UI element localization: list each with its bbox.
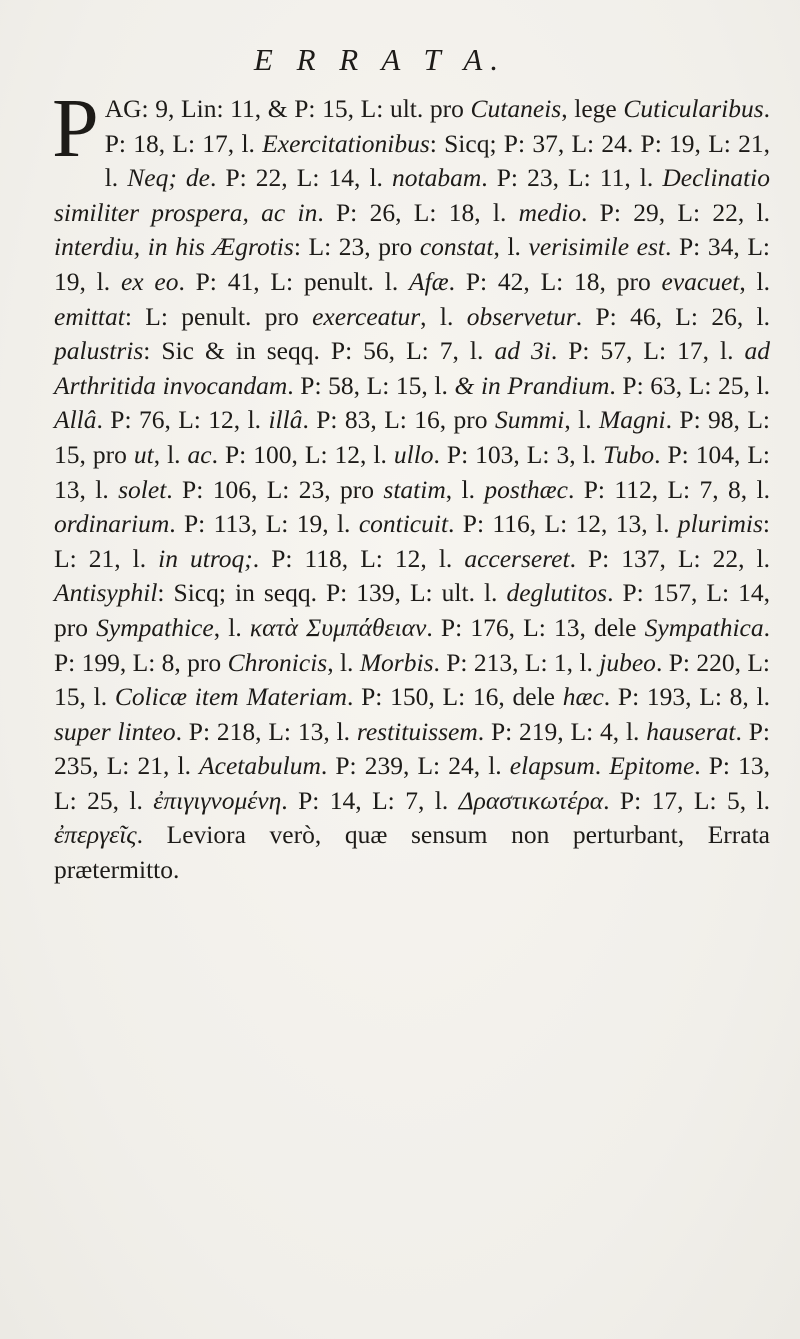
text-segment: , l. — [327, 647, 360, 677]
text-segment: . P: 106, L: 23, pro — [166, 474, 384, 504]
text-segment: . P: 22, L: 14, l. — [210, 163, 393, 193]
italic-text-segment: Colicæ item Materiam — [114, 682, 348, 712]
italic-text-segment: constat — [419, 232, 494, 262]
italic-text-segment: jubeo — [599, 647, 656, 677]
italic-text-segment: verisimile est — [528, 232, 666, 262]
text-segment: . P: 193, L: 8, l. — [603, 682, 770, 712]
italic-text-segment: Chronicis — [227, 647, 328, 677]
text-segment: . P: 29, L: 22, l. — [580, 197, 770, 227]
text-segment: . Leviora verò, quæ sensum non perturbant, Errata prætermitto. — [54, 820, 770, 885]
italic-text-segment: statim — [383, 474, 446, 504]
text-segment: , l. — [445, 474, 485, 504]
italic-text-segment: ordinarium — [54, 509, 170, 539]
text-segment: : L: penult. pro — [124, 301, 313, 331]
text-segment: . P: 220, L: 15, l. — [54, 647, 770, 712]
text-segment: . P: 213, L: 1, l. — [433, 647, 600, 677]
text-segment: : Sic & in seqq. P: 56, L: 7, l. — [143, 336, 495, 366]
italic-text-segment: medio — [518, 197, 581, 227]
text-segment: : L: 21, l. — [54, 509, 770, 573]
italic-text-segment: & in Prandium — [454, 370, 610, 400]
text-segment: . P: 26, L: 18, l. — [317, 197, 519, 227]
text-segment: . P: 176, L: 13, dele — [426, 612, 645, 642]
italic-text-segment: ad 3i — [494, 336, 551, 366]
text-segment: . P: 118, L: 12, l. — [252, 543, 465, 573]
italic-text-segment: Cuticularibus — [623, 94, 764, 123]
text-segment: . P: 98, L: 15, pro — [54, 405, 771, 469]
italic-text-segment: emittat — [54, 301, 125, 331]
text-segment: , lege — [561, 94, 624, 123]
text-segment: . P: 218, L: 13, l. — [175, 716, 357, 746]
italic-text-segment: ἐπεργεῖς — [54, 820, 137, 850]
italic-text-segment: interdiu, in his Ægrotis — [54, 232, 294, 262]
text-segment: . P: 112, L: 7, 8, l. — [567, 474, 771, 504]
text-segment: . P: 239, L: 24, l. — [320, 751, 510, 781]
italic-text-segment: ullo — [393, 439, 434, 469]
italic-text-segment: Afæ — [409, 266, 449, 296]
italic-text-segment: evacuet — [661, 266, 740, 296]
italic-text-segment: deglutitos — [506, 578, 608, 608]
text-segment: . P: 57, L: 17, l. — [550, 336, 745, 366]
italic-text-segment: accerseret — [464, 543, 570, 573]
text-segment: , l. — [420, 301, 467, 331]
text-segment: . P: 150, L: 16, dele — [347, 682, 563, 712]
italic-text-segment: Acetabulum — [199, 751, 321, 781]
italic-text-segment: κατὰ Συμπάθειαν — [249, 612, 427, 642]
italic-text-segment: ac — [187, 439, 212, 469]
italic-text-segment: in utroq; — [158, 543, 253, 573]
italic-text-segment: ἐπιγιγνομένη — [153, 785, 282, 815]
text-segment: . P: 34, L: 19, l. — [54, 232, 770, 296]
italic-text-segment: plurimis — [677, 509, 763, 539]
italic-text-segment: palustris — [54, 336, 144, 366]
text-segment: . P: 63, L: 25, l. — [609, 370, 771, 400]
drop-cap: P — [52, 82, 99, 175]
italic-text-segment: ad Arthritida invocandam — [54, 336, 771, 400]
italic-text-segment: Epitome — [609, 751, 695, 781]
page-title: E R R A T A. — [253, 42, 507, 77]
text-segment: . P: 14, L: 7, l. — [281, 785, 459, 815]
errata-text — [52, 82, 771, 888]
italic-text-segment: restituissem — [356, 716, 478, 746]
italic-text-segment: Tubo — [603, 439, 655, 469]
text-segment: . P: 46, L: 26, l. — [575, 301, 770, 331]
italic-text-segment: solet — [118, 474, 167, 504]
text-segment: . P: 42, L: 18, pro — [448, 266, 662, 296]
text-segment: AG: 9, Lin: 11, & P: 15, L: ult. pro — [104, 94, 471, 123]
italic-text-segment: super linteo — [54, 716, 176, 746]
text-segment: . P: 137, L: 22, l. — [569, 543, 771, 573]
italic-text-segment: Magni — [599, 405, 666, 435]
text-segment: . P: 235, L: 21, l. — [54, 716, 770, 781]
italic-text-segment: ut — [133, 439, 154, 469]
text-segment: . P: 17, L: 5, l. — [603, 785, 771, 815]
italic-text-segment: exerceatur — [312, 301, 421, 331]
text-segment: . P: 103, L: 3, l. — [433, 439, 604, 469]
italic-text-segment: illâ — [268, 405, 303, 435]
text-segment: , l. — [153, 439, 188, 469]
italic-text-segment: Morbis — [359, 647, 434, 677]
italic-text-segment: hæc — [562, 682, 604, 712]
text-segment: . P: 83, L: 16, pro — [302, 405, 495, 435]
italic-text-segment: posthæc — [484, 474, 568, 504]
text-segment: . P: 76, L: 12, l. — [96, 405, 269, 435]
text-segment: . P: 100, L: 12, l. — [211, 439, 394, 469]
text-segment: , l. — [213, 612, 250, 642]
text-segment: . P: 199, L: 8, pro — [54, 612, 770, 677]
text-segment: . P: 18, L: 17, l. — [104, 94, 770, 158]
text-segment: . P: 41, L: penult. l. — [178, 266, 409, 296]
text-segment: : L: 23, pro — [293, 232, 420, 262]
italic-text-segment: Declinatio similiter prospera, ac in — [54, 163, 770, 227]
italic-text-segment: elapsum — [509, 751, 595, 781]
text-segment: . P: 157, L: 14, pro — [54, 578, 770, 642]
italic-text-segment: Exercitationibus — [262, 128, 430, 158]
italic-text-segment: Allâ — [54, 405, 97, 435]
text-segment: . P: 104, L: 13, l. — [54, 439, 770, 504]
text-segment: . P: 58, L: 15, l. — [287, 370, 455, 400]
italic-text-segment: hauserat — [646, 716, 736, 746]
italic-text-segment: Δραστικωτέρα — [458, 785, 604, 815]
text-segment: . P: 13, L: 25, l. — [54, 751, 770, 815]
italic-text-segment: Cutaneis — [470, 94, 562, 123]
text-segment: : Sicq; P: 37, L: 24. P: 19, L: 21, l. — [104, 128, 770, 193]
text-segment: . — [594, 751, 610, 781]
text-segment: . P: 219, L: 4, l. — [477, 716, 647, 746]
italic-text-segment: notabam — [392, 163, 482, 193]
text-segment: , l. — [493, 232, 529, 262]
italic-text-segment: conticuit — [358, 509, 449, 539]
italic-text-segment: observetur — [466, 301, 576, 331]
text-segment: . P: 113, L: 19, l. — [169, 509, 359, 539]
italic-text-segment: ex eo — [120, 266, 179, 296]
italic-text-segment: Antisyphil — [54, 578, 158, 608]
italic-text-segment: Neq; de — [127, 163, 210, 193]
text-segment: . P: 23, L: 11, l. — [481, 163, 663, 193]
text-segment: : Sicq; in seqq. P: 139, L: ult. l. — [157, 578, 507, 608]
italic-text-segment: Sympathice — [96, 612, 214, 642]
italic-text-segment: Sympathica — [644, 612, 764, 642]
text-segment: , l. — [739, 266, 771, 296]
text-segment: . P: 116, L: 12, 13, l. — [448, 509, 678, 539]
italic-text-segment: Summi — [494, 405, 565, 435]
text-segment: , l. — [564, 405, 600, 435]
